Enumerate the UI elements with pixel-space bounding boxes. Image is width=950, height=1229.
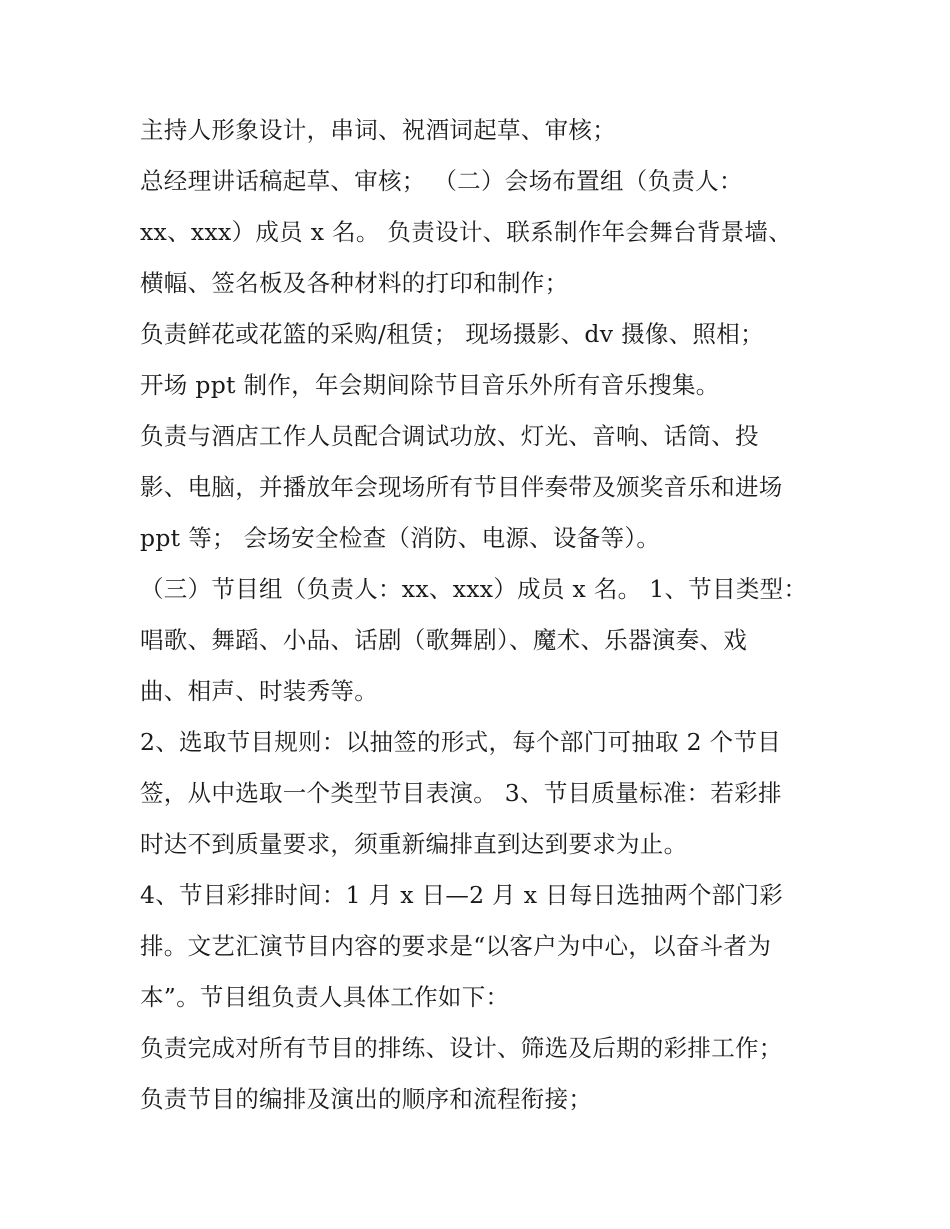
text-line: 影、电脑，并播放年会现场所有节目伴奏带及颁奖音乐和进场 — [140, 473, 783, 501]
text-line: xx、xxx）成员 x 名。 负责设计、联系制作年会舞台背景墙、 — [140, 218, 793, 246]
text-line: 时达不到质量要求，须重新编排直到达到要求为止。 — [140, 830, 688, 858]
text-line: 负责与酒店工作人员配合调试功放、灯光、音响、话筒、投 — [140, 422, 759, 450]
text-line: （三）节目组（负责人：xx、xxx）成员 x 名。 1、节目类型： — [140, 575, 808, 603]
text-line: 负责鲜花或花篮的采购/租赁； 现场摄影、dv 摄像、照相； — [140, 320, 764, 348]
text-line: ppt 等； 会场安全检查（消防、电源、设备等）。 — [140, 524, 661, 552]
text-line: 曲、相声、时装秀等。 — [140, 677, 378, 705]
text-line: 排。文艺汇演节目内容的要求是“以客户为中心，以奋斗者为 — [140, 932, 772, 960]
text-line: 4、节目彩排时间：1 月 x 日—2 月 x 日每日选抽两个部门彩 — [140, 881, 784, 909]
text-line: 本”。节目组负责人具体工作如下： — [140, 983, 510, 1011]
text-line: 主持人形象设计，串词、祝酒词起草、审核； — [140, 116, 616, 144]
text-line: 2、选取节目规则：以抽签的形式，每个部门可抽取 2 个节目 — [140, 728, 782, 756]
text-line: 总经理讲话稿起草、审核； （二）会场布置组（负责人： — [140, 167, 743, 195]
text-line: 负责完成对所有节目的排练、设计、筛选及后期的彩排工作； — [140, 1034, 783, 1062]
text-line: 横幅、签名板及各种材料的打印和制作； — [140, 269, 569, 297]
text-line: 签，从中选取一个类型节目表演。 3、节目质量标准：若彩排 — [140, 779, 782, 807]
text-line: 开场 ppt 制作，年会期间除节目音乐外所有音乐搜集。 — [140, 371, 720, 399]
text-line: 负责节目的编排及演出的顺序和流程衔接； — [140, 1085, 593, 1113]
text-line: 唱歌、舞蹈、小品、话剧（歌舞剧）、魔术、乐器演奏、戏 — [140, 626, 748, 654]
document-body — [140, 110, 830, 1130]
